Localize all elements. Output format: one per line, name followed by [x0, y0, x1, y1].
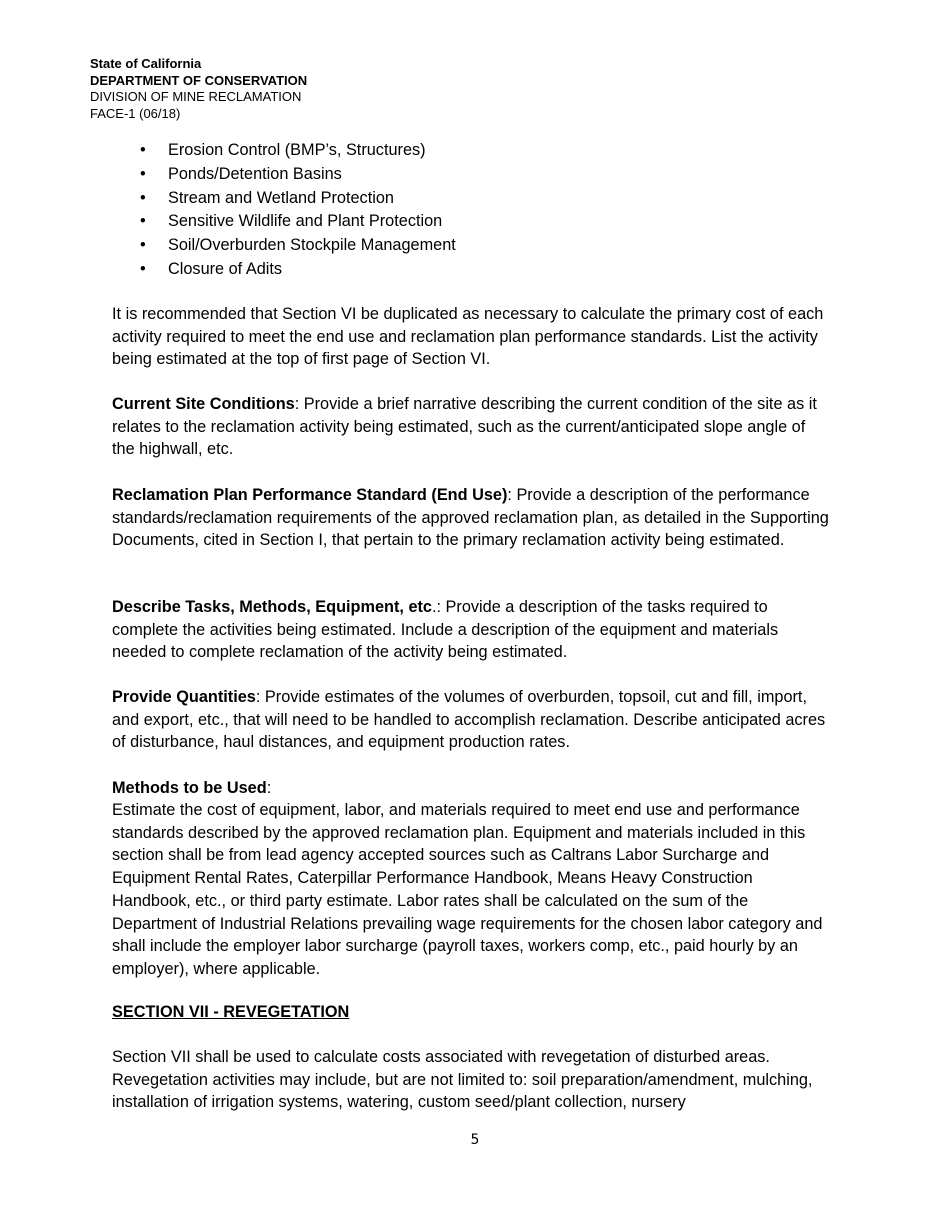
bullet-icon: •	[140, 141, 146, 159]
list-item: • Ponds/Detention Basins	[140, 163, 456, 187]
list-item: • Erosion Control (BMP’s, Structures)	[140, 139, 456, 163]
list-item: • Stream and Wetland Protection	[140, 187, 456, 211]
quantities-paragraph: Provide Quantities: Provide estimates of the volumes of overburden, topsoil, cut and fill, import, and export, etc., that will need to be handled to accomplish reclamation. Describe anticipated acres of disturbance, haul distances, and equipment production rates.	[112, 688, 826, 752]
header-form-id: FACE-1 (06/18)	[90, 105, 181, 121]
list-item: • Sensitive Wildlife and Plant Protection	[140, 210, 456, 234]
bullet-icon: •	[140, 188, 146, 207]
quantities-label: Provide Quantities	[112, 688, 256, 706]
section-vii-paragraph: Section VII shall be used to calculate costs associated with revegetation of disturbed areas. Revegetation activities may include, but are not limited to: soil preparation/amendment, mulching, installation of irrigation systems, watering, custom seed/plant collection, nursery	[112, 1048, 813, 1112]
header-department: DEPARTMENT OF CONSERVATION	[90, 72, 308, 88]
header-state: State of California	[90, 56, 202, 71]
list-item: • Closure of Adits	[140, 258, 456, 282]
section-vii-heading: SECTION VII - REVEGETATION	[112, 1003, 350, 1021]
bullet-icon: •	[140, 259, 146, 278]
bullet-icon: •	[140, 212, 146, 231]
list-item: • Soil/Overburden Stockpile Management	[140, 234, 456, 258]
performance-paragraph: Reclamation Plan Performance Standard (End Use): Provide a description of the performance standards/reclamation requirements of the approved reclamation plan, as detailed in the Supporting Documents, cited in Section I, that pertain to the primary reclamation activity being estimated.	[112, 486, 829, 550]
current-site-paragraph: Current Site Conditions: Provide a brief narrative describing the current condition of the site as it relates to the reclamation activity being estimated, such as the current/anticipated slope angle of the highwall, etc.	[112, 395, 817, 459]
performance-label: Reclamation Plan Performance Standard (End Use)	[112, 486, 508, 504]
tasks-paragraph: Describe Tasks, Methods, Equipment, etc.: Provide a description of the tasks required to complete the activities being estimated. Include a description of the equipment and materials needed to complete reclamation of the activity being estimated.	[112, 598, 779, 662]
methods-paragraph: Estimate the cost of equipment, labor, and materials required to meet end use and performance standards described by the approved reclamation plan. Equipment and materials included in this section shall be from lead agency accepted sources such as Caltrans Labor Surcharge and Equipment Rental Rates, Caterpillar Performance Handbook, Means Heavy Construction Handbook, etc., or third party estimate. Labor rates shall be calculated on the sum of the Department of Industrial Relations prevailing wage requirements for the chosen labor category and shall include the employer labor surcharge (payroll taxes, workers comp, etc., paid hourly by an employer), where applicable.	[112, 801, 823, 978]
methods-label: Methods to be Used	[112, 779, 267, 797]
tasks-label: Describe Tasks, Methods, Equipment, etc	[112, 598, 432, 616]
page-number: 5	[470, 1132, 480, 1148]
methods-heading: Methods to be Used:	[112, 779, 272, 797]
activity-bullet-list	[140, 139, 456, 282]
header-division: DIVISION OF MINE RECLAMATION	[90, 89, 302, 104]
bullet-icon: •	[140, 236, 146, 255]
intro-paragraph: It is recommended that Section VI be duplicated as necessary to calculate the primary cost of each activity required to meet the end use and reclamation plan performance standards. List the activity being estimated at the top of first page of Section VI.	[112, 305, 824, 369]
document-header	[90, 56, 307, 122]
current-site-label: Current Site Conditions	[112, 395, 295, 413]
bullet-icon: •	[140, 164, 146, 183]
